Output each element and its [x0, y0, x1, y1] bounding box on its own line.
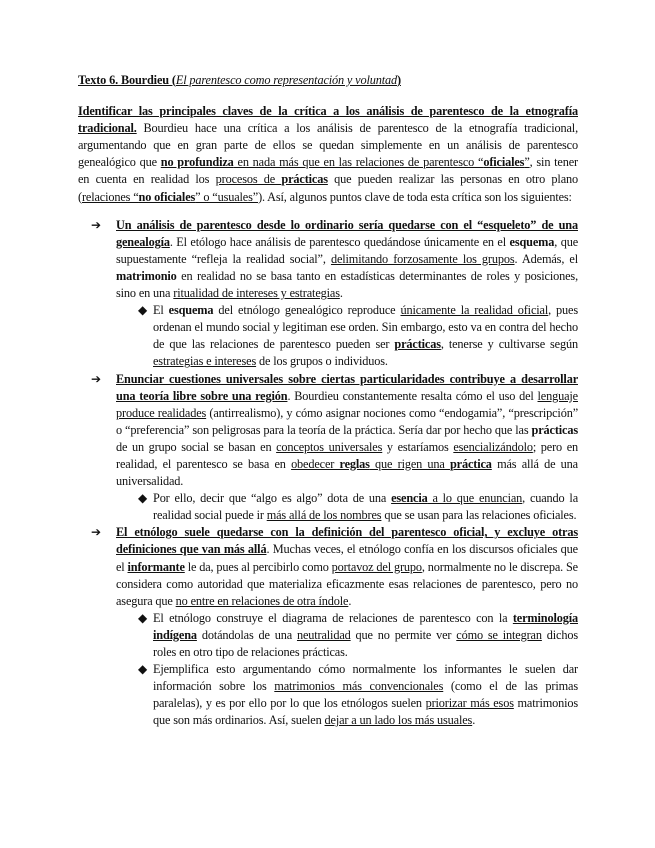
text-run: portavoz del grupo — [331, 559, 422, 574]
text-run: no oficiales — [138, 189, 196, 204]
text-run: del etnólogo genealógico reproduce — [213, 303, 401, 318]
text-run: y estaríamos — [382, 439, 454, 454]
text-run: de los grupos o individuos. — [256, 354, 388, 369]
text-run: . — [472, 713, 476, 728]
text-run: Identificar las principales claves de la crítica a los análisis de parentesco de la etnografía tradicional. — [78, 104, 578, 136]
text-run: que pueden realizar las personas en otro plano ( — [78, 172, 578, 204]
text-run: más allá de una universalidad. — [116, 456, 578, 489]
sub-point-list — [116, 490, 578, 524]
text-run: informante — [127, 559, 185, 574]
text-run: lenguaje produce realidades — [116, 388, 578, 420]
text-run: no profundiza — [160, 155, 234, 170]
sub-point — [138, 610, 578, 661]
sub-point-text — [153, 302, 578, 370]
diamond-bullet-icon: ◆ — [138, 662, 148, 677]
key-point-text — [116, 371, 578, 491]
sub-point-text — [153, 661, 578, 729]
text-run: (como el de las primas paralelas), y es por ello por lo que los etnólogos suelen — [153, 679, 578, 711]
text-run: que no permite ver — [350, 627, 457, 642]
arrow-bullet-icon: ➔ — [91, 217, 101, 232]
sub-point-text — [153, 610, 578, 661]
text-run: , tenerse y cultivarse según — [440, 337, 578, 352]
text-run: a lo que enuncian — [427, 491, 523, 506]
text-run: únicamente la realidad oficial — [400, 303, 549, 318]
key-point-text — [116, 524, 578, 609]
text-run: neutralidad — [296, 627, 351, 642]
sub-point — [138, 661, 578, 729]
sub-point-list — [116, 302, 578, 370]
text-run: prácticas — [531, 422, 578, 437]
title-prefix: Texto 6. Bourdieu ( — [78, 73, 176, 87]
text-run: prácticas — [281, 172, 328, 187]
text-run: Ejemplifica esto argumentando cómo normalmente los informantes le suelen dar información sobre los — [153, 662, 578, 694]
text-run: Bourdieu hace una crítica a los análisis de parentesco de la etnografía tradicional, argumentando que en gran parte de ellos se quedan simplemente en un análisis de parentesco genealógico que — [78, 121, 578, 170]
text-run: esquema — [168, 303, 214, 318]
text-run: (antirrealismo), y cómo asignar nociones como “endogamia”, “prescripción” o “preferencia” son peligrosas para la teoría de la práctica. Sería dar por hecho que las — [116, 405, 579, 437]
text-run: cómo se integran — [456, 627, 542, 642]
text-run: en realidad no se basa tanto en estadísticas determinantes de roles y posiciones, sino en una — [116, 268, 578, 301]
text-run: El etnólogo construye el diagrama de relaciones de parentesco con la — [153, 610, 513, 625]
text-run: Un análisis de parentesco desde lo ordinario sería quedarse con el “esqueleto” de una genealogía — [116, 217, 578, 249]
text-run: obedecer — [291, 456, 340, 471]
diamond-bullet-icon: ◆ — [138, 303, 148, 318]
sub-point-text — [153, 490, 578, 524]
text-run: le da, pues al percibirlo como — [184, 559, 332, 574]
text-run: ; pero en realidad, el parentesco se basa en — [116, 439, 579, 471]
sub-point — [138, 302, 578, 370]
title-suffix: ) — [397, 73, 401, 87]
text-run: esquema — [509, 234, 555, 249]
text-run: esencia — [391, 491, 428, 506]
text-run: , sin tener en cuenta en realidad los — [78, 155, 578, 187]
arrow-bullet-icon: ➔ — [91, 371, 101, 386]
diamond-bullet-icon: ◆ — [138, 610, 148, 625]
text-run: dichos roles en otro tipo de relaciones prácticas. — [153, 627, 578, 659]
text-run: conceptos universales — [276, 439, 383, 454]
text-run: dotándolas de una — [196, 627, 297, 642]
text-run: terminología indígena — [153, 610, 578, 642]
key-point-text — [116, 217, 578, 302]
text-run: priorizar más esos — [425, 696, 514, 711]
text-run: ). Así, algunos puntos clave de toda esta crítica son los siguientes: — [258, 189, 572, 204]
text-run: de un grupo social se basan en — [116, 439, 277, 454]
text-run: dejar a un lado los más usuales — [324, 713, 473, 728]
text-run: , pues ordenan el mundo social y legitiman ese orden. Sin embargo, esto va en contra del hecho de que las relaciones de parentesco pueden ser — [153, 303, 578, 352]
text-run: , que supuestamente “refleja la realidad social”, — [116, 234, 578, 266]
text-run: , cuando la realidad social puede ir — [153, 491, 578, 523]
sub-point-list — [116, 610, 578, 730]
text-run: , normalmente no le discrepa. Se considera como autoridad que materializa eficazmente esas relaciones de parentesco, pero no asegura que — [116, 559, 578, 608]
text-run: relaciones “ — [81, 189, 139, 204]
text-run: ” — [524, 155, 530, 170]
text-run: . Bourdieu constantemente resalta cómo el uso del — [287, 388, 538, 403]
text-run: Enunciar cuestiones universales sobre ciertas particularidades contribuye a desarrollar una teoría libre sobre una región — [116, 371, 578, 403]
key-point — [78, 217, 578, 371]
text-run: no entre en relaciones de otra índole — [175, 593, 349, 608]
text-run: matrimonio — [116, 268, 177, 283]
document-title — [78, 72, 578, 89]
text-run: que rigen una — [369, 456, 450, 471]
text-run: El etnólogo suele quedarse con la definición del parentesco oficial, y excluye otras definiciones que van más allá — [116, 525, 578, 557]
text-run: más allá de los nombres — [266, 508, 382, 523]
diamond-bullet-icon: ◆ — [138, 491, 148, 506]
text-run: . Además, el — [514, 251, 578, 266]
text-run: prácticas — [394, 337, 441, 352]
text-run: práctica — [449, 456, 492, 471]
sub-point — [138, 490, 578, 524]
text-run: ” o “usuales” — [195, 189, 259, 204]
text-run: ritualidad de intereses y estrategias — [173, 286, 340, 301]
text-run: . El etólogo hace análisis de parentesco quedándose únicamente en el — [169, 234, 510, 249]
key-point — [78, 371, 578, 525]
text-run: estrategias e intereses — [153, 354, 257, 369]
title-italic: El parentesco como representación y voluntad — [175, 73, 398, 87]
text-run: procesos de — [215, 172, 282, 187]
arrow-bullet-icon: ➔ — [91, 525, 101, 540]
text-run: El — [153, 303, 169, 318]
text-run: Por ello, decir que “algo es algo” dota de una — [153, 491, 392, 506]
key-points-list — [78, 217, 578, 730]
text-run: esencializándolo — [453, 439, 533, 454]
text-run: . — [348, 593, 352, 608]
text-run: reglas — [339, 456, 370, 471]
text-run: en nada más que en las relaciones de parentesco “ — [233, 155, 484, 170]
text-run: matrimonios que son más ordinarios. Así, suelen — [153, 696, 579, 728]
document-page — [78, 72, 578, 729]
text-run: oficiales — [483, 155, 525, 170]
key-point — [78, 524, 578, 729]
text-run: . Muchas veces, el etnólogo confía en los discursos oficiales que el — [116, 542, 578, 574]
text-run: que se usan para las relaciones oficiales. — [381, 508, 577, 523]
text-run: matrimonios más convencionales — [274, 679, 444, 694]
text-run: . — [339, 286, 343, 301]
text-run: delimitando forzosamente los grupos — [330, 251, 515, 266]
intro-paragraph — [78, 103, 578, 206]
